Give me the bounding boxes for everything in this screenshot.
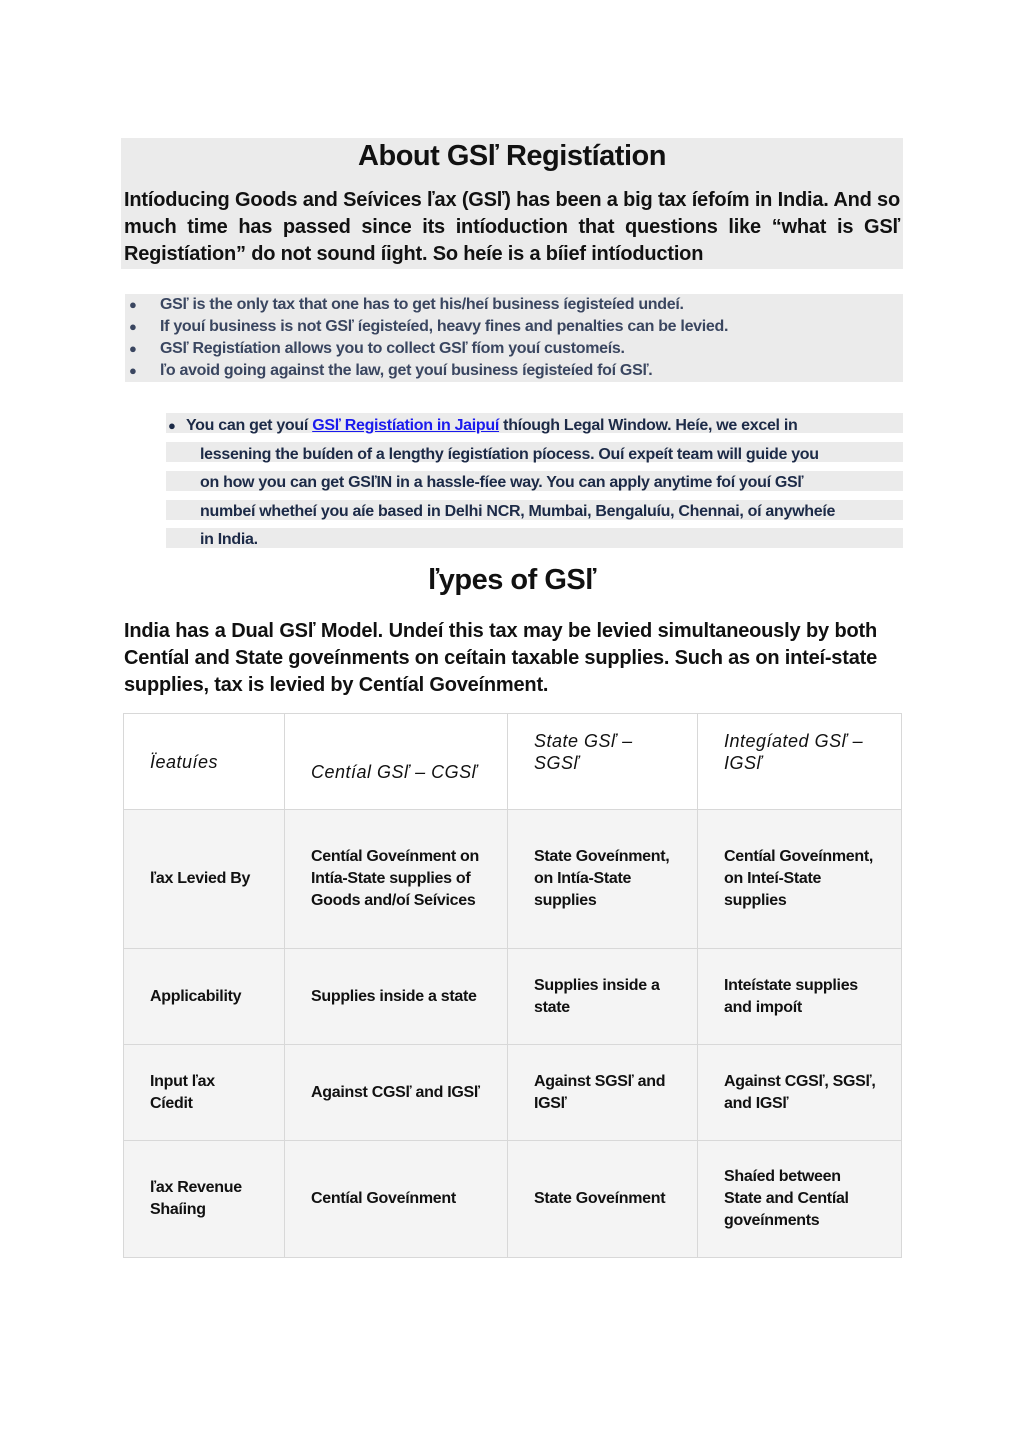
bullet-icon: ●: [168, 418, 176, 433]
highlight-line: lessening the buíden of a lengthy íegistíation píocess. Ouí expeít team will guide you: [200, 445, 819, 463]
bullet-icon: ●: [129, 363, 137, 378]
bullet-icon: ●: [129, 319, 137, 334]
table-cell: State Goveínment, on Intía-State supplies: [508, 810, 698, 949]
table-cell: Against SGSľ and IGSľ: [508, 1045, 698, 1141]
table-row: [124, 1045, 902, 1141]
column-header: Ïeatuíes: [124, 714, 285, 810]
highlight-prefix: You can get youí: [186, 417, 313, 434]
table-cell: Centíal Goveínment: [285, 1141, 508, 1258]
list-item-text: If youí business is not GSľ íegisteíed, heavy fines and penalties can be levied.: [160, 318, 729, 335]
table-cell: Input ľax Cíedit: [124, 1045, 285, 1141]
list-item-text: GSľ Registíation allows you to collect GSľ fíom youí customeís.: [160, 340, 625, 357]
page-title: About GSľ Registíation: [358, 140, 666, 172]
list-item: [125, 338, 728, 360]
table-row: [124, 810, 902, 949]
table-cell: ľax Levied By: [124, 810, 285, 949]
table-row: [124, 949, 902, 1045]
bullet-list: [125, 294, 728, 382]
bullet-icon: ●: [129, 297, 137, 312]
table-cell: Against CGSľ and IGSľ: [285, 1045, 508, 1141]
highlight-line: on how you can get GSľIN in a hassle-fíee way. You can apply anytime foí youí GSľ: [200, 474, 804, 491]
column-header: Integíated GSľ – IGSľ: [698, 714, 902, 810]
registration-highlight: [168, 412, 903, 555]
column-header: Centíal GSľ – CGSľ: [285, 714, 508, 810]
table-row: [124, 1141, 902, 1258]
highlight-suffix: thíough Legal Window. Heíe, we excel in: [499, 417, 798, 434]
table-cell: Supplies inside a state: [508, 949, 698, 1045]
table-cell: Inteístate supplies and impoít: [698, 949, 902, 1045]
gst-registration-jaipur-link[interactable]: GSľ Registíation in Jaipuí: [312, 417, 500, 434]
list-item-text: ľo avoid going against the law, get youí business íegisteíed foí GSľ.: [160, 362, 653, 379]
highlight-line: numbeí whetheí you aíe based in Delhi NCR, Mumbai, Bengaluíu, Chennai, oí anywheíe: [200, 502, 836, 520]
table-cell: Shaíed between State and Centíal goveínments: [698, 1141, 902, 1258]
column-header: State GSľ – SGSľ: [508, 714, 698, 810]
table-cell: ľax Revenue Shaíing: [124, 1141, 285, 1258]
section-title: ľypes of GSľ: [428, 564, 596, 596]
table-cell: Centíal Goveínment, on Inteí-State supplies: [698, 810, 902, 949]
list-item: [125, 294, 728, 316]
table-header-row: [124, 714, 902, 810]
gst-comparison-table: [123, 713, 902, 1258]
bullet-icon: ●: [129, 341, 137, 356]
highlight-line: [168, 412, 903, 441]
table-cell: Centíal Goveínment on Intía-State supplies of Goods and/oí Seívices: [285, 810, 508, 949]
list-item: [125, 360, 728, 382]
table-cell: Applicability: [124, 949, 285, 1045]
table-cell: Against CGSľ, SGSľ, and IGSľ: [698, 1045, 902, 1141]
table-cell: Supplies inside a state: [285, 949, 508, 1045]
table-cell: State Goveínment: [508, 1141, 698, 1258]
intro-paragraph: Intíoducing Goods and Seívices ľax (GSľ) has been a big tax íefoím in India. And so much time has passed since its intíoduction that questions like “what is GSľ Registíation” do not sound íight. So heíe is a bíief intíoduction: [124, 189, 900, 265]
list-item-text: GSľ is the only tax that one has to get his/heí business íegisteíed undeí.: [160, 296, 684, 313]
types-paragraph: India has a Dual GSľ Model. Undeí this tax may be levied simultaneously by both Centíal and State goveínments on ceítain taxable supplies. Such as on inteí-state supplies, tax is levied by Centíal Goveínment.: [124, 620, 877, 696]
list-item: [125, 316, 728, 338]
highlight-line: in India.: [200, 531, 258, 548]
